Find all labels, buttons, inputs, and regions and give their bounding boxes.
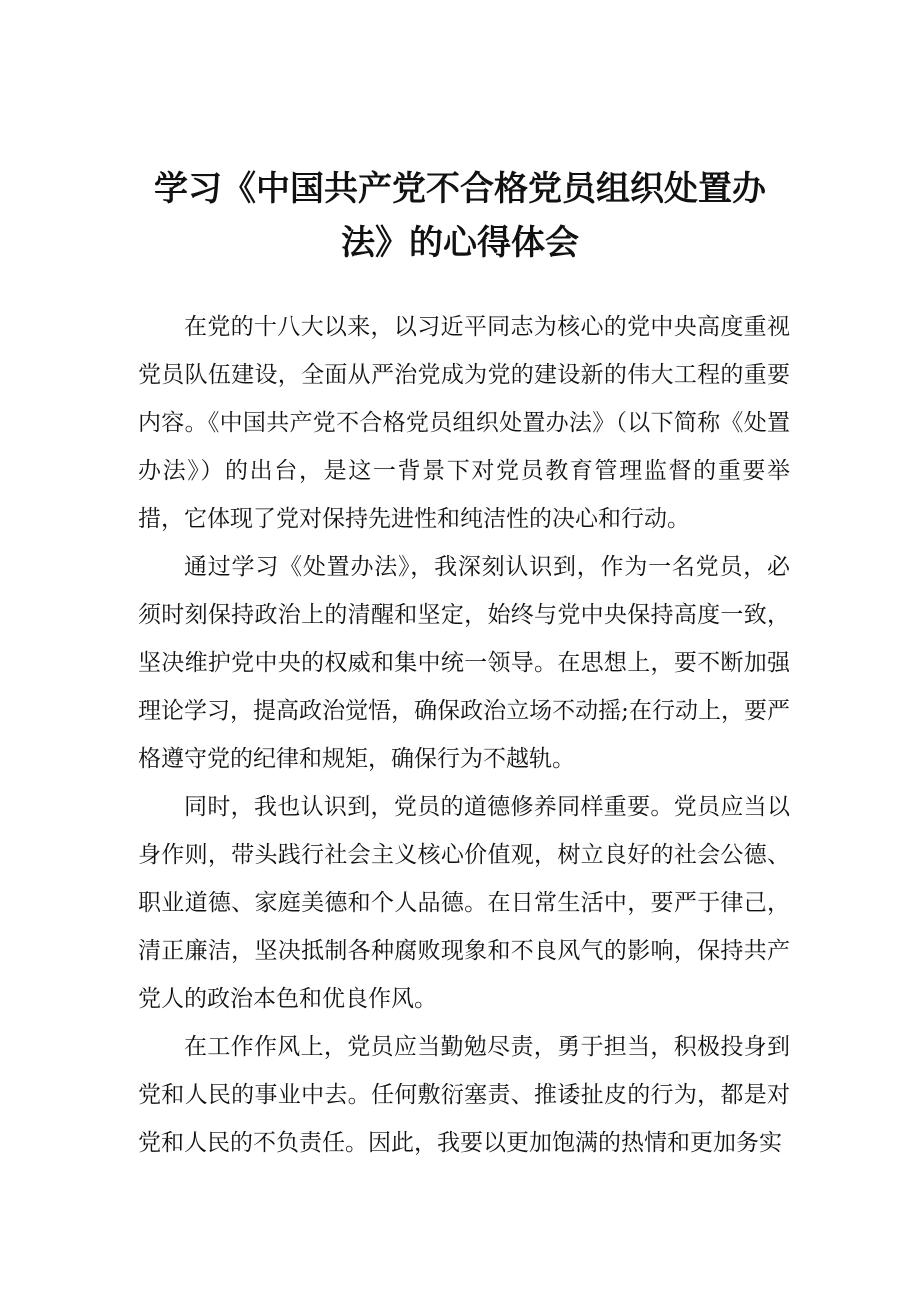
- paragraph-3: 同时，我也认识到，党员的道德修养同样重要。党员应当以身作则，带头践行社会主义核心价值观，树立良好的社会公德、职业道德、家庭美德和个人品德。在日常生活中，要严于律己，清正廉洁，坚决抵制各种腐败现象和不良风气的影响，保持共产党人的政治本色和优良作风。: [138, 794, 790, 1012]
- document-body: [138, 303, 790, 1167]
- paragraph-4: 在工作作风上，党员应当勤勉尽责，勇于担当，积极投身到党和人民的事业中去。任何敷衍塞责、推诿扯皮的行为，都是对党和人民的不负责任。因此，我要以更加饱满的热情和更加务实: [138, 1034, 790, 1156]
- paragraph-2: 通过学习《处置办法》，我深刻认识到，作为一名党员，必须时刻保持政治上的清醒和坚定，始终与党中央保持高度一致，坚决维护党中央的权威和集中统一领导。在思想上，要不断加强理论学习，提高政治觉悟，确保政治立场不动摇;在行动上，要严格遵守党的纪律和规矩，确保行为不越轨。: [138, 554, 790, 772]
- title-line-1: 学习《中国共产党不合格党员组织处置办: [154, 169, 766, 209]
- document-title: [120, 162, 800, 270]
- title-line-2: 法》的心得体会: [341, 223, 579, 263]
- paragraph-1: 在党的十八大以来，以习近平同志为核心的党中央高度重视党员队伍建设，全面从严治党成为党的建设新的伟大工程的重要内容。《中国共产党不合格党员组织处置办法》（以下简称《处置办法》）的出台，是这一背景下对党员教育管理监督的重要举措，它体现了党对保持先进性和纯洁性的决心和行动。: [138, 314, 790, 532]
